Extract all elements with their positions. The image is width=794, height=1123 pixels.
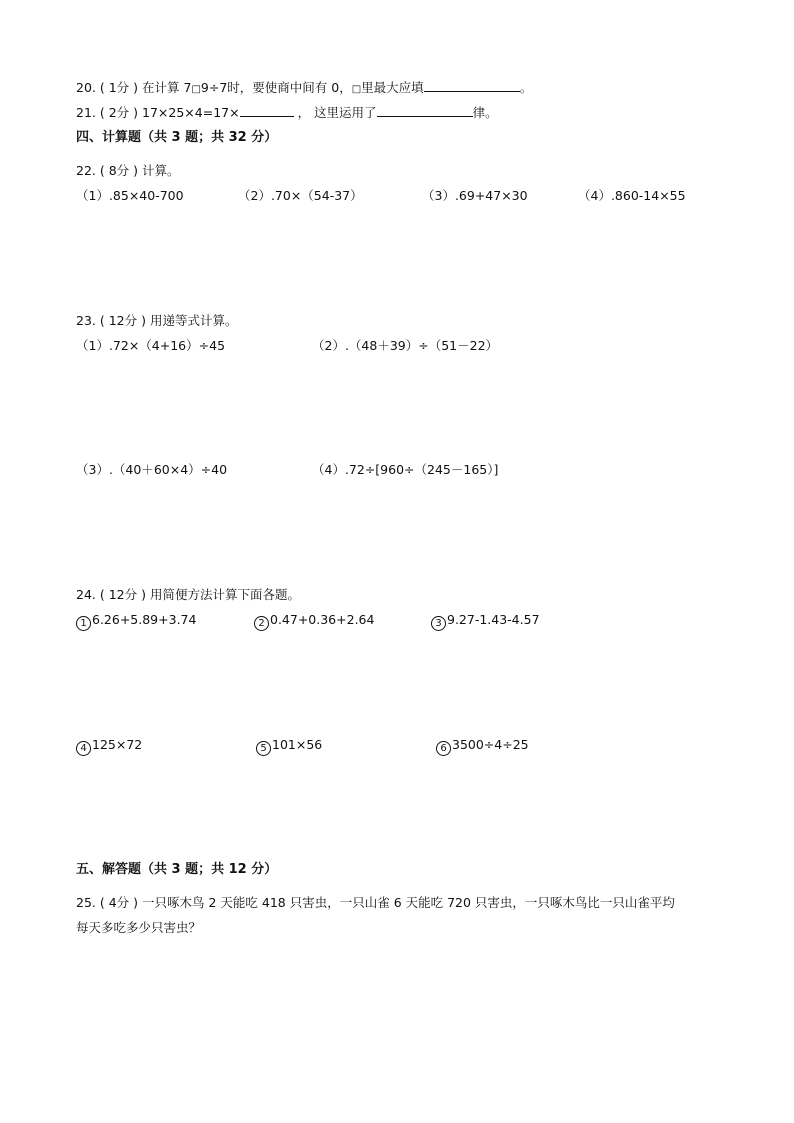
- score-label: ( 4分 ): [99, 895, 139, 910]
- question-text: 计算。: [142, 163, 180, 178]
- expression: 0.47+0.36+2.64: [270, 612, 375, 627]
- circled-number-2: 2: [254, 616, 269, 631]
- score-label: ( 2分 ): [99, 105, 139, 120]
- circled-number-1: 1: [76, 616, 91, 631]
- question-text: 用简便方法计算下面各题。: [149, 587, 300, 602]
- expression: 3500÷4÷25: [452, 737, 529, 752]
- calc-item-4: [76, 736, 142, 756]
- question-21: [76, 104, 498, 122]
- question-text: 17×25×4=17×: [142, 105, 240, 120]
- answer-blank[interactable]: [377, 104, 473, 117]
- question-23: [76, 312, 237, 330]
- question-text: ， 这里运用了: [297, 105, 377, 120]
- question-text: 里最大应填: [361, 80, 424, 95]
- question-25: [76, 894, 675, 912]
- calc-item: （4）.860-14×55: [578, 188, 686, 203]
- calc-item: （3）.69+47×30: [422, 188, 528, 203]
- calc-item: （3）.（40＋60×4）÷40: [76, 462, 228, 477]
- question-text-continued: 每天多吃多少只害虫？: [76, 920, 202, 935]
- calc-item-6: [436, 736, 529, 756]
- circled-number-6: 6: [436, 741, 451, 756]
- expression: 125×72: [92, 737, 143, 752]
- circled-number-3: 3: [431, 616, 446, 631]
- calc-item: （2）.（48＋39）÷（51－22）: [312, 338, 499, 353]
- circled-number-5: 5: [256, 741, 271, 756]
- expression: 6.26+5.89+3.74: [92, 612, 197, 627]
- calc-item-5: [256, 736, 322, 756]
- calc-item: （1）.85×40-700: [76, 188, 184, 203]
- question-22: [76, 162, 180, 180]
- question-number: 20.: [76, 80, 96, 95]
- calc-item: （2）.70×（54-37）: [238, 188, 363, 203]
- answer-blank[interactable]: [424, 79, 520, 92]
- question-number: 25.: [76, 895, 96, 910]
- calc-item-2: [254, 611, 374, 631]
- expression: 9.27-1.43-4.57: [447, 612, 540, 627]
- calc-item: （1）.72×（4+16）÷45: [76, 338, 226, 353]
- question-text: 在计算 7: [142, 80, 192, 95]
- score-label: ( 12分 ): [99, 587, 146, 602]
- box-symbol: □: [191, 84, 201, 95]
- answer-blank[interactable]: [240, 104, 294, 117]
- score-label: ( 8分 ): [99, 163, 139, 178]
- box-symbol: □: [351, 84, 362, 95]
- question-text: 一只啄木鸟 2 天能吃 418 只害虫，一只山雀 6 天能吃 720 只害虫，一只啄木鸟比一只山雀平均: [142, 895, 675, 910]
- calc-item: （4）.72÷[960÷（245－165）]: [312, 462, 499, 477]
- question-20: [76, 79, 532, 99]
- expression: 101×56: [272, 737, 323, 752]
- circled-number-4: 4: [76, 741, 91, 756]
- calc-item-3: [431, 611, 540, 631]
- question-number: 24.: [76, 587, 96, 602]
- question-number: 22.: [76, 163, 96, 178]
- question-text: 律。: [472, 105, 498, 120]
- score-label: ( 1分 ): [99, 80, 139, 95]
- calc-item-1: [76, 611, 196, 631]
- question-text: 用递等式计算。: [149, 313, 238, 328]
- question-text: 。: [519, 80, 533, 95]
- question-text: 9÷7时，要使商中间有 0，: [200, 80, 352, 95]
- section-title: 四、计算题（共 3 题；共 32 分）: [76, 130, 278, 145]
- question-number: 23.: [76, 313, 96, 328]
- section-title: 五、解答题（共 3 题；共 12 分）: [76, 862, 278, 877]
- question-number: 21.: [76, 105, 96, 120]
- question-24: [76, 586, 300, 604]
- score-label: ( 12分 ): [99, 313, 146, 328]
